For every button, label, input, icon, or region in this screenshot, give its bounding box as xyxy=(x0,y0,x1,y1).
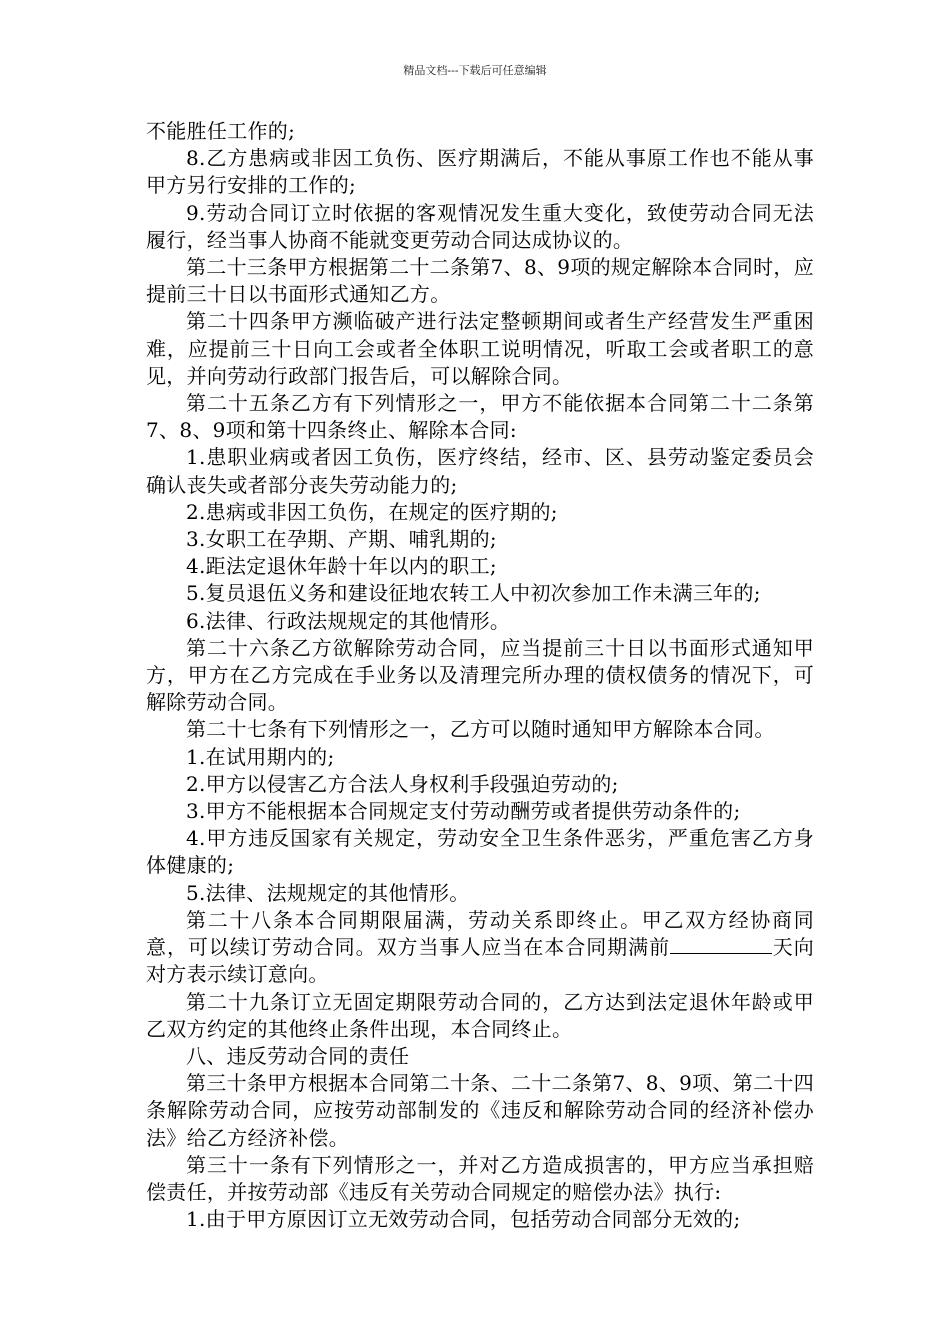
paragraph: 第三十条甲方根据本合同第二十条、二十二条第7、8、9项、第二十四条解除劳动合同，应按劳动部制发的《违反和解除劳动合同的经济补偿办法》给乙方经济补偿。 xyxy=(146,1071,814,1150)
paragraph: 8.乙方患病或非因工负伤、医疗期满后，不能从事原工作也不能从事甲方另行安排的工作的; xyxy=(146,146,814,198)
page-header: 精品文档---下载后可任意编辑 xyxy=(403,64,547,77)
list-item: 1.患职业病或者因工负伤，医疗终结，经市、区、县劳动鉴定委员会确认丧失或者部分丧失劳动能力的; xyxy=(146,445,814,497)
paragraph-text-after-blank: 天向对方表示续订意向。 xyxy=(146,935,815,987)
paragraph-with-blank xyxy=(146,907,814,989)
paragraph-text-before-blank: 第二十八条本合同期限届满，劳动关系即终止。甲乙双方经协商同意，可以续订劳动合同。双方当事人应当在本合同期满前 xyxy=(146,907,814,960)
list-item: 6.法律、行政法规规定的其他情形。 xyxy=(186,608,511,633)
paragraph: 第二十九条订立无固定期限劳动合同的，乙方达到法定退休年龄或甲乙双方约定的其他终止条件出现，本合同终止。 xyxy=(146,989,814,1041)
paragraph: 第二十五条乙方有下列情形之一，甲方不能依据本合同第二十二条第7、8、9项和第十四条终止、解除本合同: xyxy=(146,391,814,443)
list-item: 5.复员退伍义务和建设征地农转工人中初次参加工作未满三年的; xyxy=(186,581,761,606)
paragraph: 第二十四条甲方濒临破产进行法定整顿期间或者生产经营发生严重困难，应提前三十日向工会或者全体职工说明情况，听取工会或者职工的意见，并向劳动行政部门报告后，可以解除合同。 xyxy=(146,309,814,388)
paragraph: 不能胜任工作的; xyxy=(146,119,296,143)
list-item: 2.患病或非因工负伤，在规定的医疗期的; xyxy=(186,499,558,524)
section-heading: 八、违反劳动合同的责任 xyxy=(186,1043,410,1068)
fill-in-blank[interactable] xyxy=(670,937,732,954)
paragraph: 第二十七条有下列情形之一，乙方可以随时通知甲方解除本合同。 xyxy=(186,717,775,742)
fill-in-blank-continued[interactable] xyxy=(732,937,772,954)
list-item: 2.甲方以侵害乙方合法人身权利手段强迫劳动的; xyxy=(186,771,619,796)
list-item: 1.由于甲方原因订立无效劳动合同，包括劳动合同部分无效的; xyxy=(186,1207,741,1232)
paragraph: 9.劳动合同订立时依据的客观情况发生重大变化，致使劳动合同无法履行，经当事人协商不能就变更劳动合同达成协议的。 xyxy=(146,200,814,252)
paragraph: 第二十六条乙方欲解除劳动合同，应当提前三十日以书面形式通知甲方，甲方在乙方完成在手业务以及清理完所办理的债权债务的情况下，可解除劳动合同。 xyxy=(146,635,814,715)
document-body xyxy=(146,118,814,1233)
list-item: 3.甲方不能根据本合同规定支付劳动酬劳或者提供劳动条件的; xyxy=(186,799,741,824)
list-item: 1.在试用期内的; xyxy=(186,744,335,769)
list-item: 4.距法定退休年龄十年以内的职工; xyxy=(186,554,497,579)
list-item: 5.法律、法规规定的其他情形。 xyxy=(186,880,470,905)
list-item: 3.女职工在孕期、产期、哺乳期的; xyxy=(186,527,497,552)
paragraph: 第二十三条甲方根据第二十二条第7、8、9项的规定解除本合同时，应提前三十日以书面形式通知乙方。 xyxy=(146,255,814,307)
list-item: 4.甲方违反国家有关规定，劳动安全卫生条件恶劣，严重危害乙方身体健康的; xyxy=(146,826,814,878)
paragraph: 第三十一条有下列情形之一，并对乙方造成损害的，甲方应当承担赔偿责任，并按劳动部《违反有关劳动合同规定的赔偿办法》执行: xyxy=(146,1152,814,1204)
